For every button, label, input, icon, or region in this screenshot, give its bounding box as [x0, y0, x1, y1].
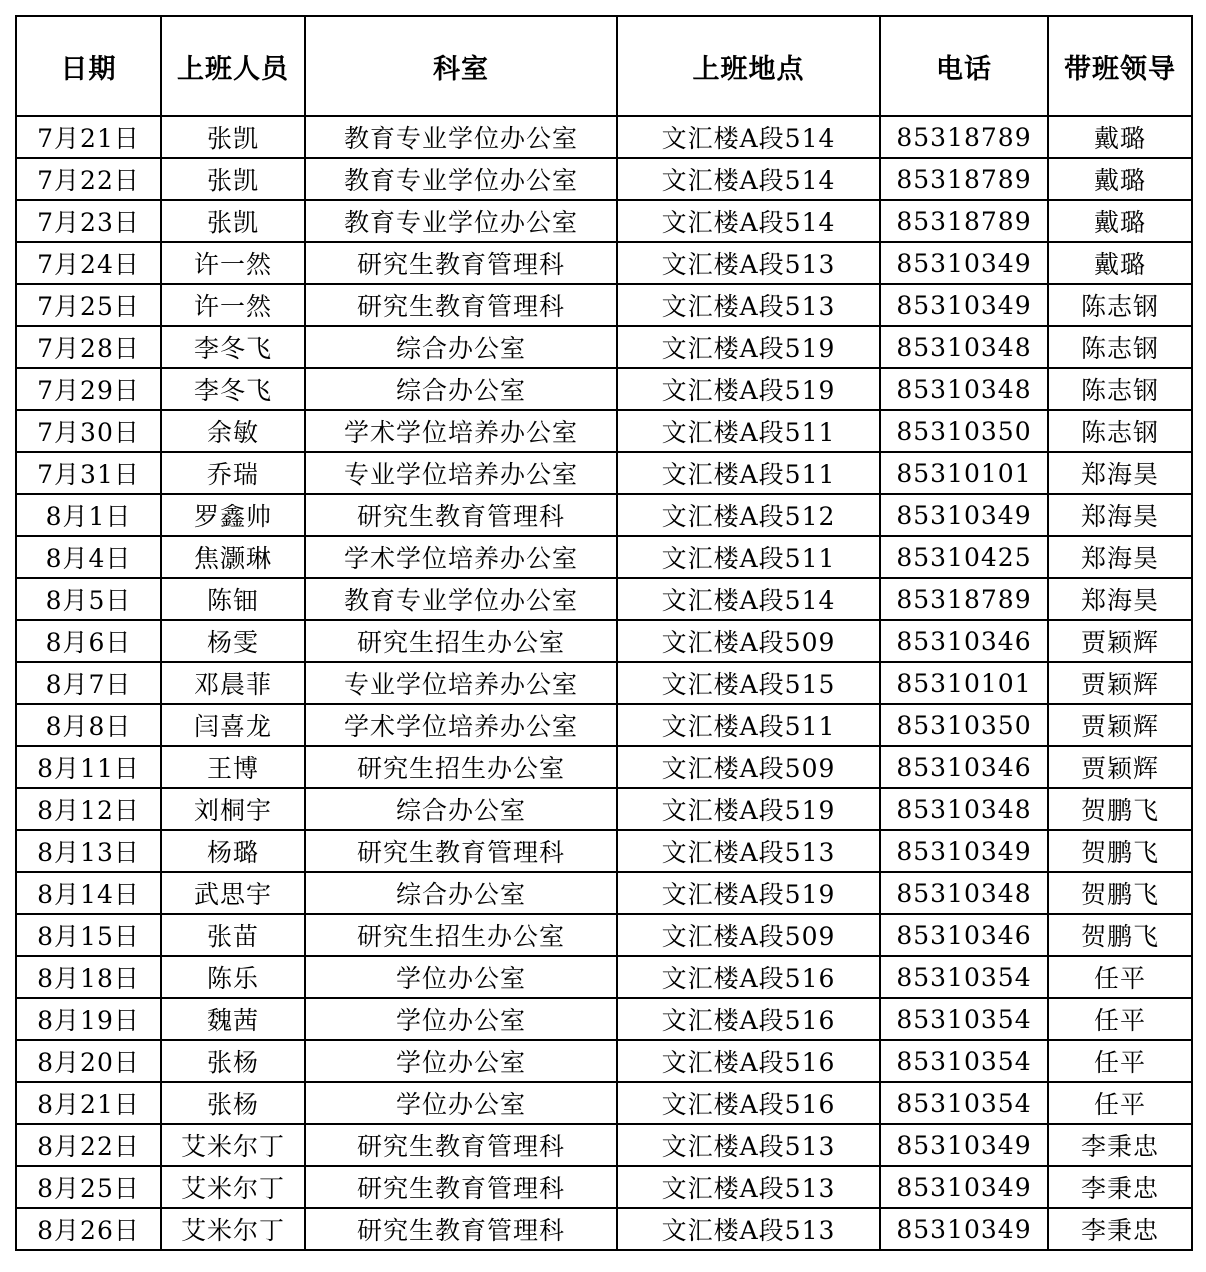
cell-location: 文汇楼A段514: [617, 578, 880, 620]
cell-person: 王博: [161, 746, 305, 788]
cell-location: 文汇楼A段516: [617, 998, 880, 1040]
cell-dept: 综合办公室: [305, 788, 617, 830]
cell-location: 文汇楼A段519: [617, 788, 880, 830]
cell-date: 7月30日: [16, 410, 161, 452]
cell-phone: 85310346: [880, 746, 1048, 788]
cell-location: 文汇楼A段519: [617, 368, 880, 410]
cell-phone: 85310354: [880, 1082, 1048, 1124]
table-row: [16, 536, 1192, 578]
cell-phone: 85310348: [880, 872, 1048, 914]
table-row: [16, 1166, 1192, 1208]
cell-person: 艾米尔丁: [161, 1124, 305, 1166]
table-row: [16, 200, 1192, 242]
cell-leader: 贺鹏飞: [1048, 788, 1192, 830]
cell-phone: 85310348: [880, 788, 1048, 830]
cell-date: 8月4日: [16, 536, 161, 578]
cell-person: 张凯: [161, 116, 305, 158]
cell-location: 文汇楼A段513: [617, 1166, 880, 1208]
table-row: [16, 1208, 1192, 1250]
cell-date: 8月12日: [16, 788, 161, 830]
cell-phone: 85310350: [880, 704, 1048, 746]
cell-dept: 专业学位培养办公室: [305, 452, 617, 494]
cell-leader: 陈志钢: [1048, 284, 1192, 326]
table-row: [16, 242, 1192, 284]
cell-person: 武思宇: [161, 872, 305, 914]
cell-dept: 专业学位培养办公室: [305, 662, 617, 704]
cell-dept: 研究生教育管理科: [305, 830, 617, 872]
cell-person: 张凯: [161, 158, 305, 200]
cell-location: 文汇楼A段509: [617, 620, 880, 662]
header-location: 上班地点: [617, 16, 880, 116]
cell-location: 文汇楼A段516: [617, 1082, 880, 1124]
cell-date: 7月28日: [16, 326, 161, 368]
cell-dept: 学术学位培养办公室: [305, 704, 617, 746]
cell-location: 文汇楼A段519: [617, 326, 880, 368]
cell-location: 文汇楼A段514: [617, 116, 880, 158]
table-row: [16, 998, 1192, 1040]
cell-leader: 陈志钢: [1048, 326, 1192, 368]
cell-person: 焦灏琳: [161, 536, 305, 578]
duty-schedule-table: [15, 15, 1193, 1251]
cell-date: 8月15日: [16, 914, 161, 956]
cell-date: 7月25日: [16, 284, 161, 326]
table-row: [16, 830, 1192, 872]
cell-person: 张杨: [161, 1040, 305, 1082]
cell-dept: 研究生教育管理科: [305, 1124, 617, 1166]
cell-location: 文汇楼A段511: [617, 410, 880, 452]
cell-date: 8月7日: [16, 662, 161, 704]
cell-date: 8月21日: [16, 1082, 161, 1124]
cell-phone: 85310101: [880, 662, 1048, 704]
table-row: [16, 284, 1192, 326]
cell-person: 乔瑞: [161, 452, 305, 494]
cell-dept: 综合办公室: [305, 872, 617, 914]
cell-dept: 研究生教育管理科: [305, 284, 617, 326]
table-row: [16, 578, 1192, 620]
cell-phone: 85310349: [880, 1208, 1048, 1250]
cell-leader: 郑海昊: [1048, 536, 1192, 578]
table-row: [16, 326, 1192, 368]
cell-person: 魏茜: [161, 998, 305, 1040]
cell-phone: 85310354: [880, 998, 1048, 1040]
cell-dept: 研究生教育管理科: [305, 1166, 617, 1208]
cell-date: 8月14日: [16, 872, 161, 914]
cell-person: 罗鑫帅: [161, 494, 305, 536]
cell-phone: 85310349: [880, 494, 1048, 536]
cell-leader: 贾颖辉: [1048, 746, 1192, 788]
cell-person: 艾米尔丁: [161, 1208, 305, 1250]
cell-person: 杨雯: [161, 620, 305, 662]
cell-phone: 85310348: [880, 368, 1048, 410]
cell-person: 陈乐: [161, 956, 305, 998]
cell-location: 文汇楼A段509: [617, 914, 880, 956]
cell-leader: 贺鹏飞: [1048, 914, 1192, 956]
cell-leader: 戴璐: [1048, 158, 1192, 200]
cell-person: 陈钿: [161, 578, 305, 620]
table-row: [16, 410, 1192, 452]
table-row: [16, 452, 1192, 494]
cell-date: 8月13日: [16, 830, 161, 872]
cell-dept: 教育专业学位办公室: [305, 116, 617, 158]
table-row: [16, 158, 1192, 200]
cell-phone: 85310349: [880, 242, 1048, 284]
cell-dept: 研究生教育管理科: [305, 242, 617, 284]
cell-dept: 综合办公室: [305, 326, 617, 368]
cell-dept: 研究生教育管理科: [305, 1208, 617, 1250]
cell-location: 文汇楼A段513: [617, 1124, 880, 1166]
cell-leader: 郑海昊: [1048, 494, 1192, 536]
cell-date: 8月1日: [16, 494, 161, 536]
cell-person: 杨璐: [161, 830, 305, 872]
cell-phone: 85310349: [880, 1124, 1048, 1166]
cell-location: 文汇楼A段511: [617, 704, 880, 746]
cell-phone: 85310350: [880, 410, 1048, 452]
cell-phone: 85310349: [880, 1166, 1048, 1208]
cell-dept: 学术学位培养办公室: [305, 536, 617, 578]
cell-date: 8月5日: [16, 578, 161, 620]
cell-leader: 郑海昊: [1048, 578, 1192, 620]
cell-location: 文汇楼A段513: [617, 830, 880, 872]
cell-date: 7月22日: [16, 158, 161, 200]
cell-date: 8月6日: [16, 620, 161, 662]
cell-phone: 85310425: [880, 536, 1048, 578]
cell-location: 文汇楼A段511: [617, 452, 880, 494]
cell-phone: 85318789: [880, 158, 1048, 200]
cell-date: 7月24日: [16, 242, 161, 284]
cell-phone: 85318789: [880, 578, 1048, 620]
cell-phone: 85310348: [880, 326, 1048, 368]
cell-date: 8月26日: [16, 1208, 161, 1250]
table-header: [16, 16, 1192, 116]
cell-dept: 学术学位培养办公室: [305, 410, 617, 452]
cell-location: 文汇楼A段511: [617, 536, 880, 578]
cell-date: 8月22日: [16, 1124, 161, 1166]
cell-phone: 85318789: [880, 116, 1048, 158]
cell-date: 8月25日: [16, 1166, 161, 1208]
table-row: [16, 788, 1192, 830]
cell-dept: 教育专业学位办公室: [305, 158, 617, 200]
cell-date: 8月20日: [16, 1040, 161, 1082]
table-row: [16, 662, 1192, 704]
cell-phone: 85318789: [880, 200, 1048, 242]
cell-dept: 教育专业学位办公室: [305, 200, 617, 242]
cell-phone: 85310101: [880, 452, 1048, 494]
cell-leader: 贾颖辉: [1048, 620, 1192, 662]
cell-dept: 学位办公室: [305, 956, 617, 998]
cell-leader: 戴璐: [1048, 200, 1192, 242]
table-row: [16, 1040, 1192, 1082]
cell-location: 文汇楼A段514: [617, 158, 880, 200]
cell-location: 文汇楼A段513: [617, 284, 880, 326]
cell-leader: 贾颖辉: [1048, 704, 1192, 746]
table-row: [16, 620, 1192, 662]
cell-person: 张凯: [161, 200, 305, 242]
cell-person: 刘桐宇: [161, 788, 305, 830]
table-body: [16, 116, 1192, 1250]
table-row: [16, 704, 1192, 746]
cell-location: 文汇楼A段515: [617, 662, 880, 704]
cell-location: 文汇楼A段513: [617, 1208, 880, 1250]
cell-date: 8月8日: [16, 704, 161, 746]
cell-dept: 研究生招生办公室: [305, 746, 617, 788]
cell-leader: 贾颖辉: [1048, 662, 1192, 704]
cell-person: 许一然: [161, 242, 305, 284]
cell-leader: 李秉忠: [1048, 1124, 1192, 1166]
cell-leader: 贺鹏飞: [1048, 830, 1192, 872]
table-row: [16, 494, 1192, 536]
cell-person: 李冬飞: [161, 326, 305, 368]
cell-phone: 85310346: [880, 914, 1048, 956]
cell-date: 7月29日: [16, 368, 161, 410]
cell-leader: 陈志钢: [1048, 368, 1192, 410]
cell-location: 文汇楼A段513: [617, 242, 880, 284]
cell-phone: 85310349: [880, 830, 1048, 872]
cell-person: 李冬飞: [161, 368, 305, 410]
cell-dept: 综合办公室: [305, 368, 617, 410]
header-leader: 带班领导: [1048, 16, 1192, 116]
header-dept: 科室: [305, 16, 617, 116]
cell-date: 7月23日: [16, 200, 161, 242]
cell-leader: 李秉忠: [1048, 1166, 1192, 1208]
cell-person: 张杨: [161, 1082, 305, 1124]
cell-dept: 研究生教育管理科: [305, 494, 617, 536]
table-row: [16, 116, 1192, 158]
cell-leader: 戴璐: [1048, 242, 1192, 284]
cell-leader: 郑海昊: [1048, 452, 1192, 494]
cell-person: 艾米尔丁: [161, 1166, 305, 1208]
table-row: [16, 914, 1192, 956]
cell-leader: 贺鹏飞: [1048, 872, 1192, 914]
cell-date: 8月19日: [16, 998, 161, 1040]
cell-phone: 85310354: [880, 956, 1048, 998]
cell-person: 余敏: [161, 410, 305, 452]
cell-person: 闫喜龙: [161, 704, 305, 746]
cell-phone: 85310354: [880, 1040, 1048, 1082]
cell-dept: 学位办公室: [305, 1040, 617, 1082]
cell-dept: 研究生招生办公室: [305, 620, 617, 662]
cell-person: 许一然: [161, 284, 305, 326]
cell-location: 文汇楼A段509: [617, 746, 880, 788]
cell-leader: 戴璐: [1048, 116, 1192, 158]
cell-location: 文汇楼A段519: [617, 872, 880, 914]
cell-dept: 研究生招生办公室: [305, 914, 617, 956]
header-date: 日期: [16, 16, 161, 116]
cell-location: 文汇楼A段512: [617, 494, 880, 536]
cell-leader: 李秉忠: [1048, 1208, 1192, 1250]
cell-date: 7月31日: [16, 452, 161, 494]
cell-dept: 学位办公室: [305, 998, 617, 1040]
cell-person: 张苗: [161, 914, 305, 956]
cell-leader: 任平: [1048, 1082, 1192, 1124]
header-person: 上班人员: [161, 16, 305, 116]
cell-location: 文汇楼A段516: [617, 1040, 880, 1082]
cell-dept: 学位办公室: [305, 1082, 617, 1124]
cell-leader: 陈志钢: [1048, 410, 1192, 452]
cell-date: 8月18日: [16, 956, 161, 998]
table-row: [16, 1082, 1192, 1124]
cell-dept: 教育专业学位办公室: [305, 578, 617, 620]
cell-leader: 任平: [1048, 1040, 1192, 1082]
table-row: [16, 1124, 1192, 1166]
cell-person: 邓晨菲: [161, 662, 305, 704]
cell-location: 文汇楼A段514: [617, 200, 880, 242]
table-row: [16, 872, 1192, 914]
header-row: [16, 16, 1192, 116]
cell-date: 7月21日: [16, 116, 161, 158]
cell-phone: 85310349: [880, 284, 1048, 326]
table-row: [16, 956, 1192, 998]
table-row: [16, 368, 1192, 410]
header-phone: 电话: [880, 16, 1048, 116]
table-row: [16, 746, 1192, 788]
cell-phone: 85310346: [880, 620, 1048, 662]
cell-location: 文汇楼A段516: [617, 956, 880, 998]
cell-leader: 任平: [1048, 956, 1192, 998]
cell-date: 8月11日: [16, 746, 161, 788]
cell-leader: 任平: [1048, 998, 1192, 1040]
